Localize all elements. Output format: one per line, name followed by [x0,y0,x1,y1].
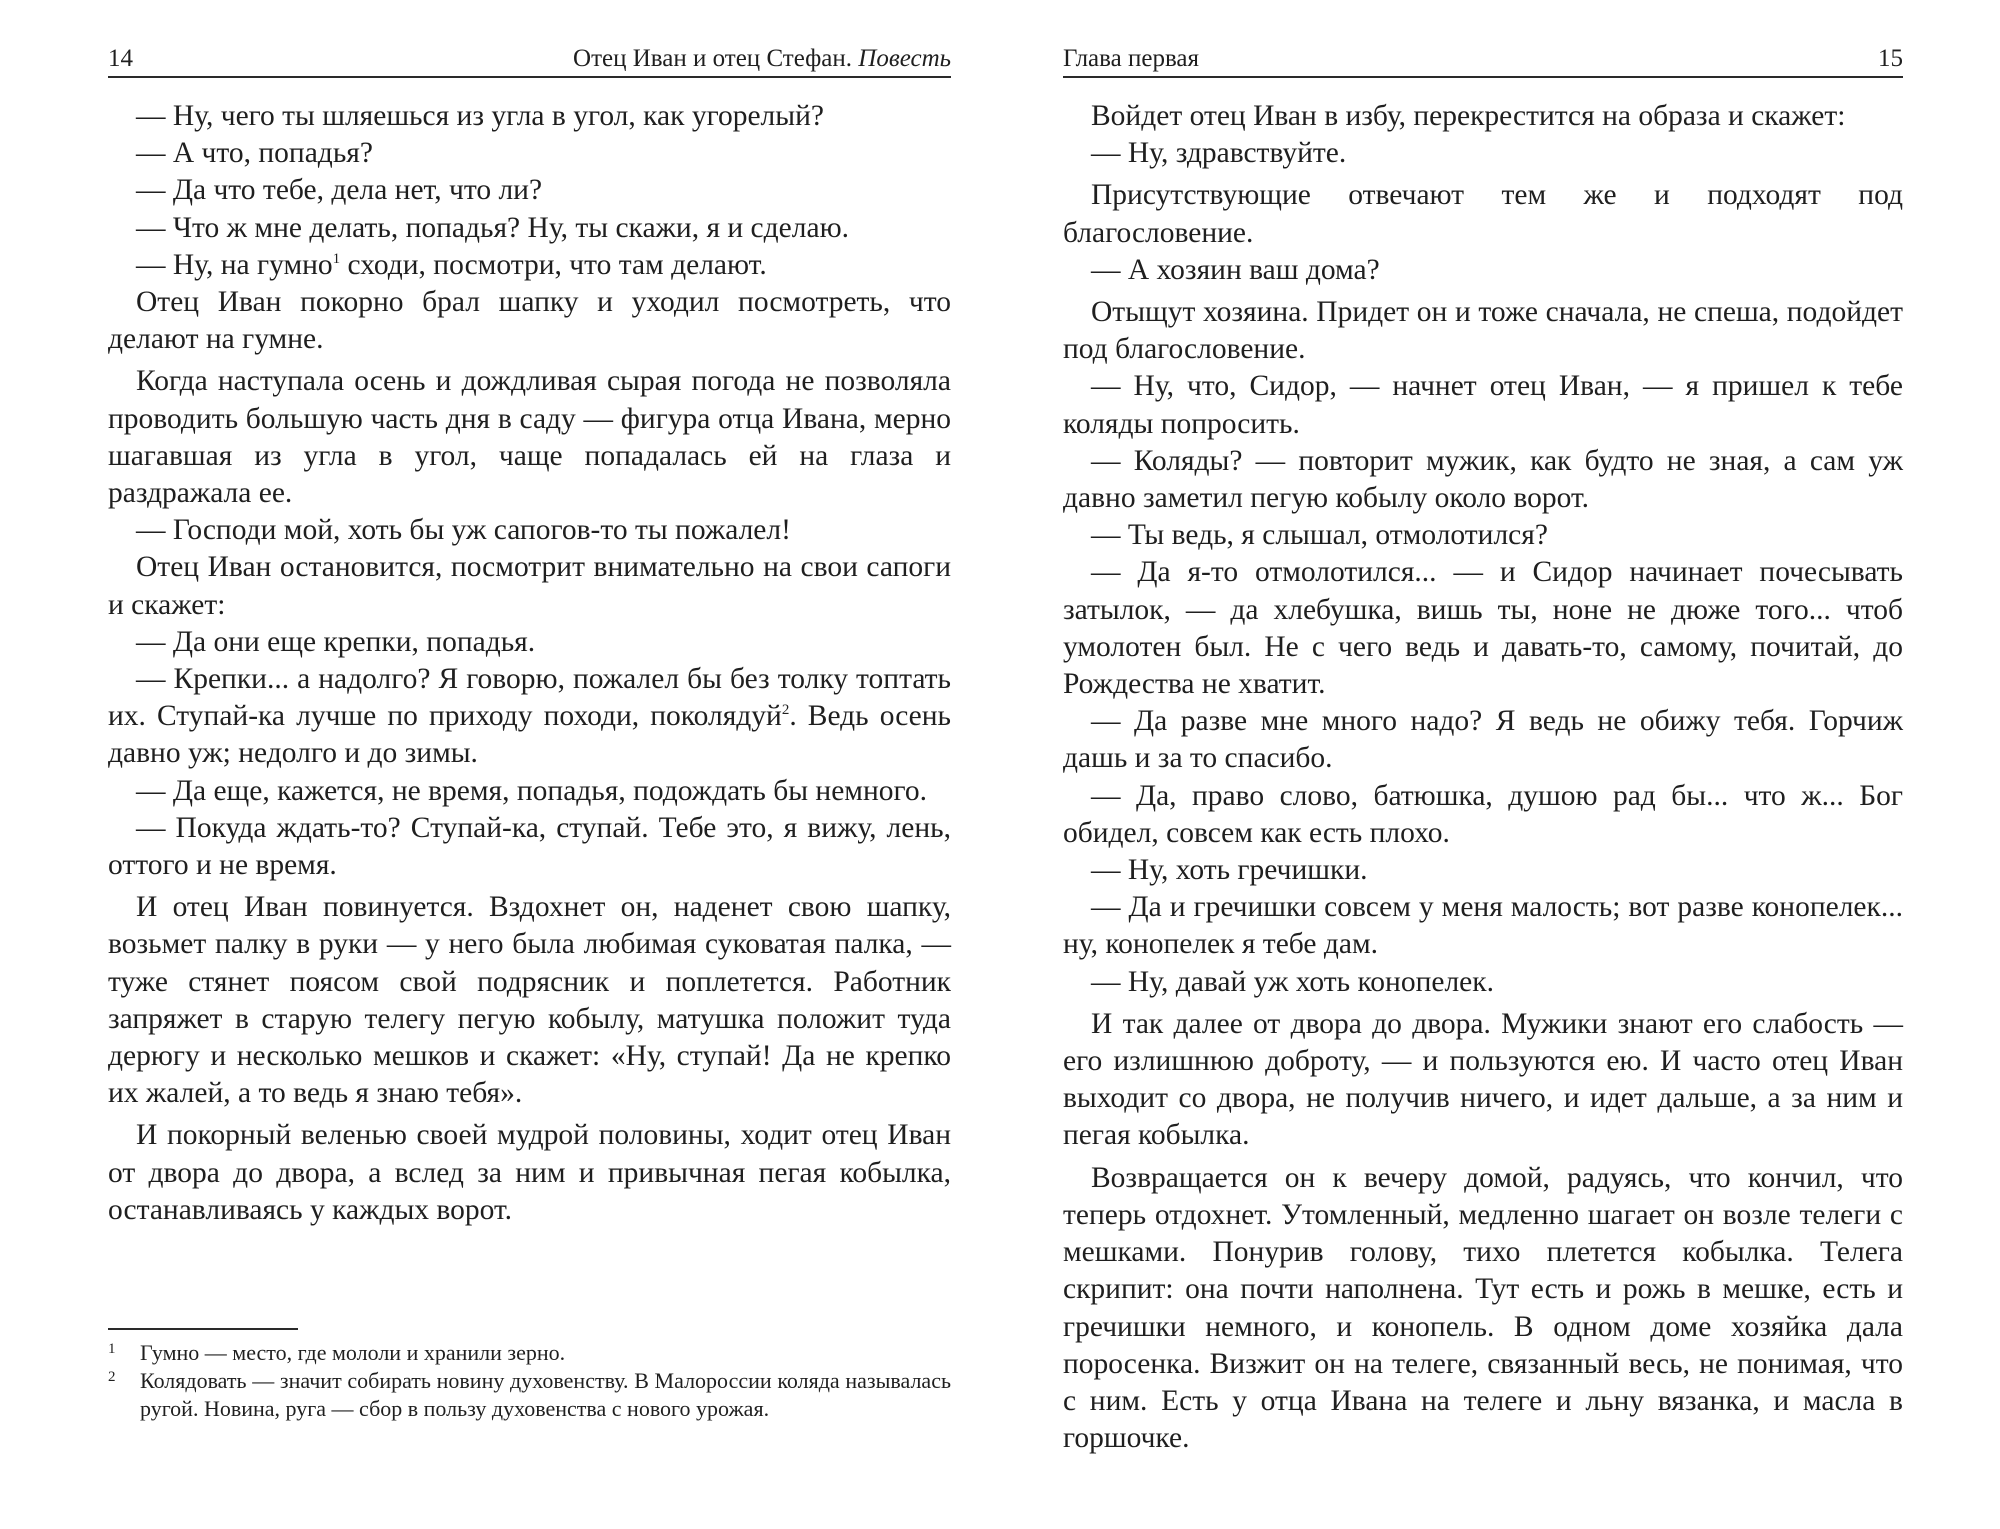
footnotes [108,1339,951,1423]
paragraph: — Господи мой, хоть бы уж сапогов-то ты пожалел! [136,514,791,547]
paragraph: Когда наступала осень и дождливая сырая погода не позволяла проводить большую часть дня в саду — фигура отца Ивана, мерно шагавшая из угла в угол, чаще попадалась ей на глаза и раздражала ее. [108,365,951,510]
right-running-title: Глава первая [1063,45,1200,72]
paragraph: — Да что тебе, дела нет, что ли? [136,174,543,207]
left-running-title: Отец Иван и отец Стефан. Повесть [573,45,951,72]
paragraph: — Ну, что, Сидор, — начнет отец Иван, — я пришел к тебе коляды попросить. [1063,370,1903,440]
footnote-text: Гумно — место, где мололи и хранили зерно. [140,1340,566,1365]
footnote-ref-2: 2 [781,702,790,719]
paragraph: И покорный веленью своей мудрой половины, ходит отец Иван от двора до двора, а вслед за ним и привычная пегая кобылка, останавливаясь у каждых ворот. [108,1119,951,1226]
footnote-mark: 1 [108,1341,116,1357]
paragraph: Отыщут хозяина. Придет он и тоже сначала, не спеша, подойдет под благословение. [1063,296,1903,366]
paragraph: — Да еще, кажется, не время, попадья, подождать бы немного. [136,774,927,807]
paragraph: — Да они еще крепки, попадья. [136,625,536,658]
paragraph: Войдет отец Иван в избу, перекрестится на образа и скажет: [1091,100,1846,132]
paragraph: — Ты ведь, я слышал, отмолотился? [1091,519,1548,552]
paragraph: — А хозяин ваш дома? [1091,253,1380,286]
paragraph: — А что, попадья? [136,137,373,170]
left-running-title-italic: Повесть [858,45,951,72]
paragraph: — Коляды? — повторит мужик, как будто не зная, а сам уж давно заметил пегую кобылу около ворот. [1063,444,1903,515]
paragraph: — Ну, давай уж хоть конопелек. [1091,965,1494,998]
paragraph: — Да разве мне много надо? Я ведь не обижу тебя. Горчиж дашь и за то спасибо. [1063,705,1903,775]
paragraph: — Ну, чего ты шляешься из угла в угол, как угорелый? [136,100,824,132]
paragraph: — Что ж мне делать, попадья? Ну, ты скажи, я и сделаю. [136,211,849,244]
paragraph: И отец Иван повинуется. Вздохнет он, наденет свою шапку, возьмет палку в руки — у него была любимая суковатая палка, — туже стянет поясом свой подрясник и поплетется. Работник запряжет в старую телегу пегую кобылу, матушка положит туда дерюгу и несколько мешков и скажет: «Ну, ступай! Да не крепко их жалей, а то ведь я знаю тебя». [108,891,951,1110]
right-page-number: 15 [1878,45,1903,72]
paragraph: — Покуда ждать-то? Ступай-ка, ступай. Тебе это, я вижу, лень, оттого и не время. [108,811,951,882]
paragraph: — Да я-то отмолотился... — и Сидор начинает почесывать затылок, — да хлебушка, вишь ты, ноне не дюже того... чтоб умолотен был. Не с чего ведь и давать-то, самому, почитай, до Рождества не хватит. [1063,556,1903,701]
paragraph: И так далее от двора до двора. Мужики знают его слабость — его излишнюю доброту, — и пользуются ею. И часто отец Иван выходит со двора, не получив ничего, и идет дальше, а за ним и пегая кобылка. [1063,1007,1903,1152]
left-running-head [108,44,951,78]
paragraph: Отец Иван покорно брал шапку и уходил посмотреть, что делают на гумне. [108,286,951,356]
paragraph: — Да, право слово, батюшка, душою рад бы... что ж... Бог обидел, совсем как есть плохо. [1063,779,1903,849]
footnote [108,1367,951,1423]
paragraph: Присутствующие отвечают тем же и подходят под благословение. [1063,179,1903,249]
footnote-divider [108,1328,298,1330]
footnote-mark: 2 [108,1369,116,1385]
footnote-text: Колядовать — значит собирать новину духовенству. В Малороссии коляда называлась ругой. Новина, руга — сбор в пользу духовенства с нового урожая. [140,1368,951,1421]
left-body-text [108,98,951,1229]
paragraph: Отец Иван остановится, посмотрит внимательно на свои сапоги и скажет: [108,551,951,621]
footnote-ref-1: 1 [332,250,341,267]
paragraph: — Да и гречишки совсем у меня малость; вот разве конопелек... ну, конопелек я тебе дам. [1063,891,1903,961]
paragraph: — Крепки... а надолго? Я говорю, пожалел бы без толку топтать их. Ступай-ка лучше по приходу походи, поколядуй$^2$. Ведь осень давно уж; недолго и до зимы. [108,663,951,770]
left-page-number: 14 [108,45,133,72]
paragraph: — Ну, хоть гречишки. [1091,854,1368,887]
footnote [108,1339,951,1367]
paragraph: — Ну, на гумно$^1$ сходи, посмотри, что там делают. [136,248,767,281]
right-body-text [1063,98,1903,1457]
paragraph: Возвращается он к вечеру домой, радуясь, что кончил, что теперь отдохнет. Утомленный, медленно шагает он возле телеги с мешками. Понурив голову, тихо плетется кобылка. Телега скрипит: она почти наполнена. Тут есть и рожь в мешке, есть и гречишки немного, и конопель. В одном доме хозяйка дала поросенка. Визжит он на телеге, связанный весь, не понимая, что с ним. Есть у отца Ивана на телеге и льну вязанка, и масла в горшочке. [1063,1161,1903,1455]
right-running-head [1063,44,1903,78]
paragraph: — Ну, здравствуйте. [1091,137,1347,170]
